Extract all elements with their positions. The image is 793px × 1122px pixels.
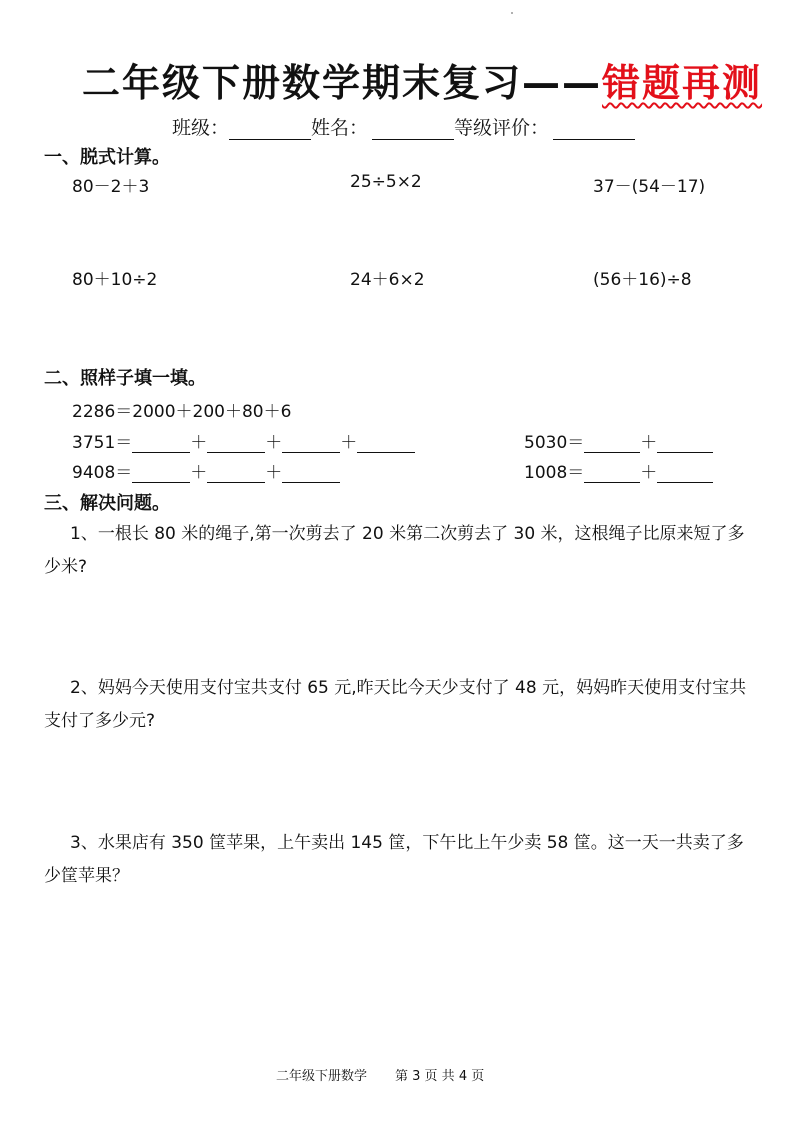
scan-dot (511, 12, 513, 14)
fill-blank[interactable] (584, 432, 640, 453)
info-line (172, 113, 635, 140)
plus-sign: ＋ (265, 463, 283, 483)
fill-blank[interactable] (657, 432, 713, 453)
fill-lhs: 9408＝ (72, 463, 133, 483)
fill-blank[interactable] (207, 432, 265, 453)
fill-blank[interactable] (132, 432, 190, 453)
fill-lhs: 5030＝ (524, 433, 585, 453)
fill-row-3751 (72, 428, 415, 453)
title-highlight: 错题再测 (602, 61, 763, 105)
fill-row-5030 (524, 428, 713, 453)
example-equation: 2286＝2000＋200＋80＋6 (72, 402, 292, 422)
name-label: 姓名： (311, 117, 369, 139)
fill-row-1008 (524, 458, 713, 483)
fill-blank[interactable] (132, 462, 190, 483)
fill-blank[interactable] (282, 432, 340, 453)
grade-label: 等级评价： (454, 117, 550, 139)
plus-sign: ＋ (340, 433, 358, 453)
page-title (82, 52, 762, 107)
expression: 24＋6×2 (350, 270, 425, 290)
fill-blank[interactable] (357, 432, 415, 453)
footer-page: 第 3 页 共 4 页 (395, 1069, 485, 1084)
section3-heading: 三、解决问题。 (44, 493, 170, 514)
fill-blank[interactable] (207, 462, 265, 483)
expression: 37－(54－17) (593, 177, 706, 197)
word-problem-1: 1、一根长 80 米的绳子,第一次剪去了 20 米第二次剪去了 30 米，这根绳子比原来短了多少米? (44, 524, 745, 577)
class-blank[interactable] (229, 119, 311, 140)
plus-sign: ＋ (190, 463, 208, 483)
fill-blank[interactable] (657, 462, 713, 483)
plus-sign: ＋ (640, 433, 658, 453)
expression: (56＋16)÷8 (593, 270, 692, 290)
expression: 80＋10÷2 (72, 270, 158, 290)
class-label: 班级： (172, 117, 230, 139)
expression: 80－2＋3 (72, 177, 150, 197)
footer-subject: 二年级下册数学 (276, 1069, 368, 1084)
name-blank[interactable] (372, 119, 454, 140)
expression: 25÷5×2 (350, 172, 422, 192)
plus-sign: ＋ (265, 433, 283, 453)
fill-lhs: 3751＝ (72, 433, 133, 453)
fill-lhs: 1008＝ (524, 463, 585, 483)
plus-sign: ＋ (190, 433, 208, 453)
plus-sign: ＋ (640, 463, 658, 483)
footer (276, 1065, 484, 1084)
fill-row-9408 (72, 458, 340, 483)
word-problem-3: 3、水果店有 350 筐苹果，上午卖出 145 筐，下午比上午少卖 58 筐。这一天一共卖了多少筐苹果？ (44, 833, 744, 886)
section2-heading: 二、照样子填一填。 (44, 368, 206, 389)
fill-blank[interactable] (584, 462, 640, 483)
grade-blank[interactable] (553, 119, 635, 140)
fill-blank[interactable] (282, 462, 340, 483)
title-main: 二年级下册数学期末复习—— (82, 61, 603, 105)
section1-heading: 一、脱式计算。 (44, 147, 170, 168)
word-problem-2: 2、妈妈今天使用支付宝共支付 65 元,昨天比今天少支付了 48 元，妈妈昨天使用支付宝共支付了多少元? (44, 678, 747, 731)
